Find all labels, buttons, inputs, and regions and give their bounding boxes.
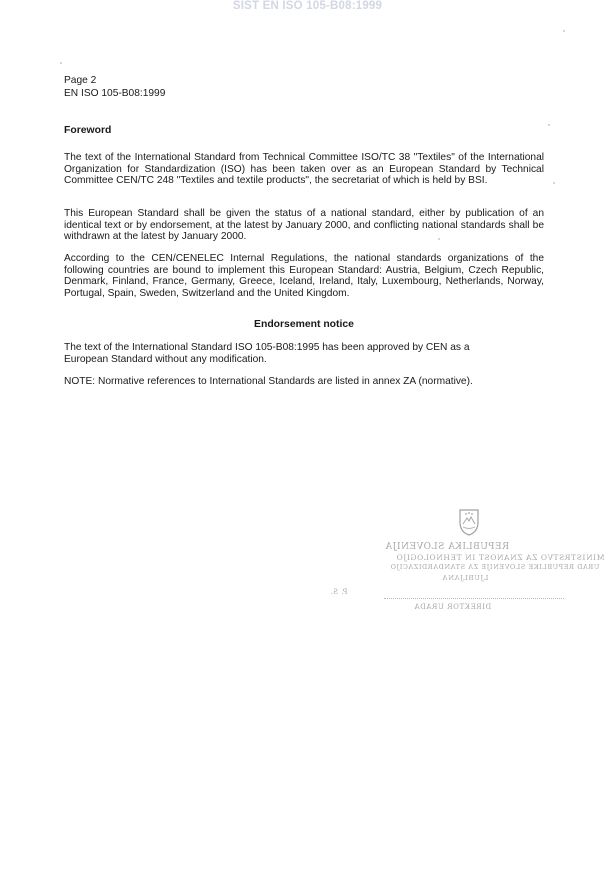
- endorsement-paragraph: The text of the International Standard ISO 105-B08:1995 has been approved by CEN as a European Standard without any modification.: [64, 342, 470, 365]
- stamp-text-line: REPUBLIKA SLOVENIJA: [385, 542, 510, 552]
- document-number: EN ISO 105-B08:1999: [64, 88, 166, 99]
- endorsement-heading: Endorsement notice: [254, 319, 354, 330]
- scan-speck: [438, 238, 440, 240]
- stamp-text-line: URAD REPUBLIKE SLOVENIJE ZA STANDARDIZACIJO: [390, 563, 600, 571]
- official-stamp: [330, 508, 605, 618]
- scan-speck: [548, 124, 550, 126]
- stamp-text-line: LJUBLJANA: [442, 574, 489, 582]
- page-header: [64, 74, 165, 100]
- foreword-paragraph: The text of the International Standard from Technical Committee ISO/TC 38 "Textiles" of the International Organization for Standardization (ISO) has been taken over as an European Standard by Technical Committee CEN/TC 248 "Textiles and textile products", the secretariat of which is held by BSI.: [64, 152, 544, 187]
- coat-of-arms-icon: [458, 508, 480, 536]
- scan-speck: [60, 62, 62, 64]
- foreword-heading: Foreword: [64, 125, 112, 136]
- watermark: SIST EN ISO 105-B08:1999: [232, 0, 383, 12]
- stamp-text-line: P. S.: [330, 588, 348, 596]
- scan-speck: [563, 30, 565, 32]
- stamp-text-line: MINISTRSTVO ZA ZNANOST IN TEHNOLOGIJO: [396, 553, 605, 562]
- signature-line: [384, 598, 564, 599]
- foreword-paragraph: According to the CEN/CENELEC Internal Regulations, the national standards organizations of the following countries are bound to implement this European Standard: Austria, Belgium, Czech Republic, Denmark, Finland, France, Germany, Greece, Iceland, Ireland, Italy, Luxembourg, Netherlands, Norway, Portugal, Spain, Sweden, Switzerland and the United Kingdom.: [64, 253, 544, 300]
- normative-note: NOTE: Normative references to International Standards are listed in annex ZA (normative).: [64, 376, 473, 387]
- stamp-text-line: DIREKTOR URADA: [414, 603, 492, 611]
- page-label: Page 2: [64, 75, 97, 86]
- foreword-paragraph: This European Standard shall be given the status of a national standard, either by publication of an identical text or by endorsement, at the latest by January 2000, and conflicting national standards shall be withdrawn at the latest by January 2000.: [64, 208, 544, 243]
- scan-speck: [553, 182, 555, 184]
